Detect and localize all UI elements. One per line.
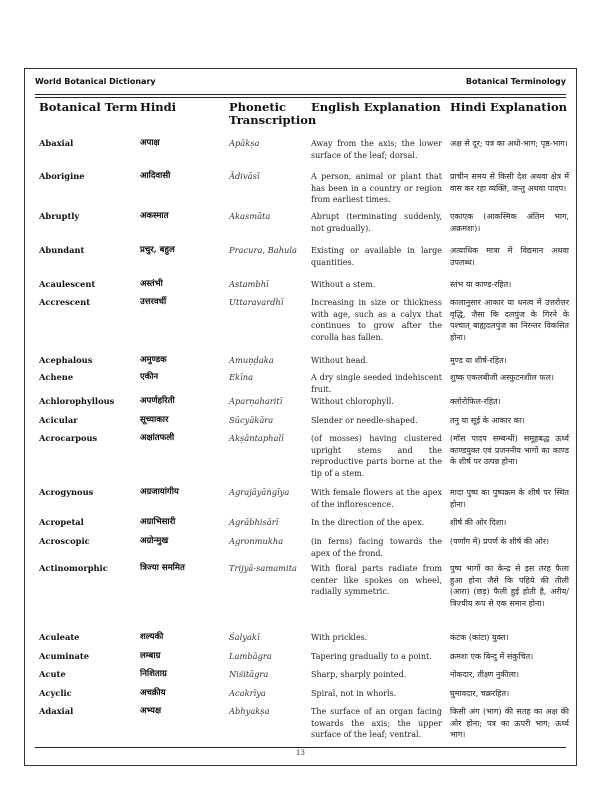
hindi-explanation: किसी अंग (भाग) की सतह का अक्ष की ओर होना; पत्र का ऊपरी भाग; ऊर्ध्व भाग। — [450, 707, 569, 739]
term: Adaxial — [39, 706, 74, 716]
hindi-explanation: कंटक (कांटा) युक्त। — [450, 633, 509, 642]
phonetic: Sūcyākāra — [229, 415, 274, 425]
hindi-explanation: मुण्ड या शीर्ष-रहित। — [450, 356, 507, 365]
hindi-explanation: अत्याधिक मात्रा में विद्यमान अथवा उपलब्ध। — [450, 246, 569, 267]
phonetic: Amuṇḍaka — [229, 355, 274, 365]
hindi-explanation: तनु या सूई के आकार का। — [450, 416, 525, 425]
hindi-term: अस्तंभी — [140, 279, 163, 289]
english-explanation: In the direction of the apex. — [311, 518, 425, 527]
term: Achene — [39, 372, 74, 382]
hindi-explanation: घुमावदार, चक्ररहित। — [450, 689, 510, 698]
running-header — [35, 77, 566, 91]
term: Acicular — [39, 415, 78, 425]
hindi-explanation: शीर्ष की ओर दिशा। — [450, 518, 507, 527]
english-explanation: A person, animal or plant that has been in a country or region from earliest times. — [311, 172, 442, 204]
english-explanation: Existing or available in large quantities. — [311, 246, 442, 267]
hindi-explanation: कालानुसार आकार या धनत्व में उत्तरोत्तर वृद्धि, जैसा कि दलपुंज के गिरने के पश्चात् बाह्यदलपुंज का निरन्तर विकसित होना। — [450, 298, 569, 342]
term: Aculeate — [39, 632, 80, 642]
phonetic: Abhyakṣa — [229, 706, 270, 716]
english-explanation: Slender or needle-shaped. — [311, 416, 418, 425]
page-number: 13 — [296, 749, 305, 757]
hindi-explanation: (पर्णांग में) प्रपर्ण के शीर्ष की ओर। — [450, 537, 550, 546]
english-explanation: With floral parts radiate from center like spokes on wheel, radially symmetric. — [311, 564, 442, 596]
footer-rule — [35, 747, 566, 748]
header-rule — [35, 94, 566, 95]
hindi-term: अपाक्ष — [140, 138, 160, 148]
column-header-term: Botanical Term — [39, 100, 138, 114]
hindi-term: अक्षांतफली — [140, 433, 175, 443]
hindi-explanation: प्राचीन समय से किसी देश अथवा क्षेत्र में वास कर रहा व्यक्ति, जन्तु अथवा पादप। — [450, 172, 569, 193]
english-explanation: Without a stem. — [311, 280, 376, 289]
english-explanation: Tapering gradually to a point. — [311, 652, 432, 661]
phonetic: Akasmāta — [229, 211, 271, 221]
english-explanation: A dry single seeded indehiscent fruit. — [311, 373, 442, 394]
term: Aborigine — [39, 171, 85, 181]
column-header-phonetic: Phonetic Transcription — [229, 100, 317, 127]
phonetic: Niśitāgra — [229, 669, 269, 679]
english-explanation: (of mosses) having clustered upright stems and the reproductive parts borne at the tip of a stem. — [311, 434, 442, 478]
term: Acaulescent — [39, 279, 96, 289]
hindi-term: शल्यकी — [140, 632, 164, 642]
phonetic: Aparṇaharitī — [229, 396, 283, 406]
section-title: Botanical Terminology — [465, 77, 566, 86]
term: Acrogynous — [39, 487, 94, 497]
term: Acroscopic — [39, 536, 90, 546]
phonetic: Śalyakī — [229, 632, 260, 642]
phonetic: Acakrīya — [229, 688, 266, 698]
phonetic: Astambhī — [229, 279, 269, 289]
term: Actinomorphic — [39, 563, 108, 573]
english-explanation: Increasing in size or thickness with age, such as a calyx that continues to grow after the corolla has fallen. — [311, 298, 442, 342]
hindi-term: आदिवासी — [140, 171, 171, 181]
term: Abundant — [39, 245, 85, 255]
hindi-term: सूच्याकार — [140, 415, 169, 425]
term: Acuminate — [39, 651, 89, 661]
english-explanation: The surface of an organ facing towards the axis; the upper surface of the leaf; ventral. — [311, 707, 442, 739]
header-rule-double — [35, 97, 566, 98]
hindi-term: अग्रजायांगीय — [140, 487, 179, 497]
phonetic: Lambāgra — [229, 651, 272, 661]
column-header-hindi-explanation: Hindi Explanation — [450, 100, 568, 114]
hindi-term: अकस्मात — [140, 211, 169, 221]
phonetic: Agrābhisārī — [229, 517, 279, 527]
phonetic: Pracura, Bahula — [229, 245, 298, 255]
hindi-term: एकीन — [140, 372, 159, 382]
phonetic: Trijyā-samamita — [229, 563, 297, 573]
hindi-term: प्रचुर, बहुल — [140, 245, 175, 255]
english-explanation: With prickles. — [311, 633, 368, 642]
term: Acute — [39, 669, 66, 679]
hindi-term: अग्राभिसारी — [140, 517, 176, 527]
hindi-explanation: मादा पुष्प का पुष्पक्रम के शीर्ष पर स्थित होना। — [450, 488, 569, 509]
hindi-explanation: स्तंभ या काण्ड-रहित। — [450, 280, 512, 289]
term: Acrocarpous — [39, 433, 98, 443]
dictionary-page — [24, 68, 577, 766]
phonetic: Uttaravardhī — [229, 297, 284, 307]
phonetic: Agronmukha — [229, 536, 284, 546]
hindi-explanation: अक्ष से दूर; पत्र का अधो-भाग; पृष्ठ-भाग। — [450, 139, 568, 148]
hindi-term: त्रिज्या सममित — [140, 563, 185, 573]
book-title: World Botanical Dictionary — [35, 77, 156, 86]
hindi-term: निशिताग्र — [140, 669, 167, 679]
english-explanation: Without head. — [311, 356, 369, 365]
phonetic: Agrajāyāṅgīya — [229, 487, 290, 497]
term: Accrescent — [39, 297, 91, 307]
phonetic: Ekīna — [229, 372, 254, 382]
hindi-term: अचक्रीय — [140, 688, 166, 698]
column-header-hindi: Hindi — [140, 100, 177, 114]
hindi-term: अपर्णहरिती — [140, 396, 175, 406]
hindi-term: अमुण्डक — [140, 355, 167, 365]
hindi-explanation: पुष्प भागों का केन्द्र से इस तरह फैला हुआ होना जैसे कि पहिये की तीली (आरा) (छड़) फैली हुई होती है, अरीय/त्रिज्यीय रूप से एक समान होना। — [450, 564, 569, 608]
english-explanation: Without chlorophyll. — [311, 397, 394, 406]
hindi-explanation: (मॉस पादप सम्बन्धी) समूहबद्ध ऊर्ध्व काण्डयुक्त एवं प्रजननीय भागों का काण्ड के शीर्ष पर उत्पन्न होना। — [450, 434, 569, 466]
english-explanation: (in ferns) facing towards the apex of the frond. — [311, 537, 442, 558]
phonetic: Ādivāsī — [229, 171, 260, 181]
hindi-explanation: नोकदार, तीक्ष्ण नुकीला। — [450, 670, 520, 679]
english-explanation: Away from the axis; the lower surface of the leaf; dorsal. — [311, 139, 442, 160]
hindi-explanation: क्लोरोफिल-रहित। — [450, 397, 501, 406]
term: Abaxial — [39, 138, 74, 148]
english-explanation: With female flowers at the apex of the inflorescence. — [311, 488, 442, 509]
hindi-term: उत्तरवर्धी — [140, 297, 167, 307]
phonetic: Akṣāntaphalī — [229, 433, 284, 443]
english-explanation: Abrupt (terminating suddenly, not gradually). — [311, 212, 442, 233]
term: Acropetal — [39, 517, 84, 527]
term: Acyclic — [39, 688, 72, 698]
english-explanation: Spiral, not in whorls. — [311, 689, 397, 698]
term: Abruptly — [39, 211, 80, 221]
hindi-term: लम्बाग्र — [140, 651, 161, 661]
hindi-explanation: एकाएक (आकस्मिक अंतिम भाग, अक्रमशः)। — [450, 212, 569, 233]
hindi-term: अभ्यक्ष — [140, 706, 162, 716]
hindi-explanation: शुष्क एकलबीजी अस्फुटनशील फल। — [450, 373, 554, 382]
column-header-english: English Explanation — [311, 100, 441, 114]
hindi-explanation: क्रमशः एक बिन्दु में संकुचित। — [450, 652, 534, 661]
english-explanation: Sharp, sharply pointed. — [311, 670, 407, 679]
term: Acephalous — [39, 355, 93, 365]
phonetic: Apākṣa — [229, 138, 260, 148]
hindi-term: अग्रोन्मुख — [140, 536, 169, 546]
term: Achlorophyllous — [39, 396, 115, 406]
